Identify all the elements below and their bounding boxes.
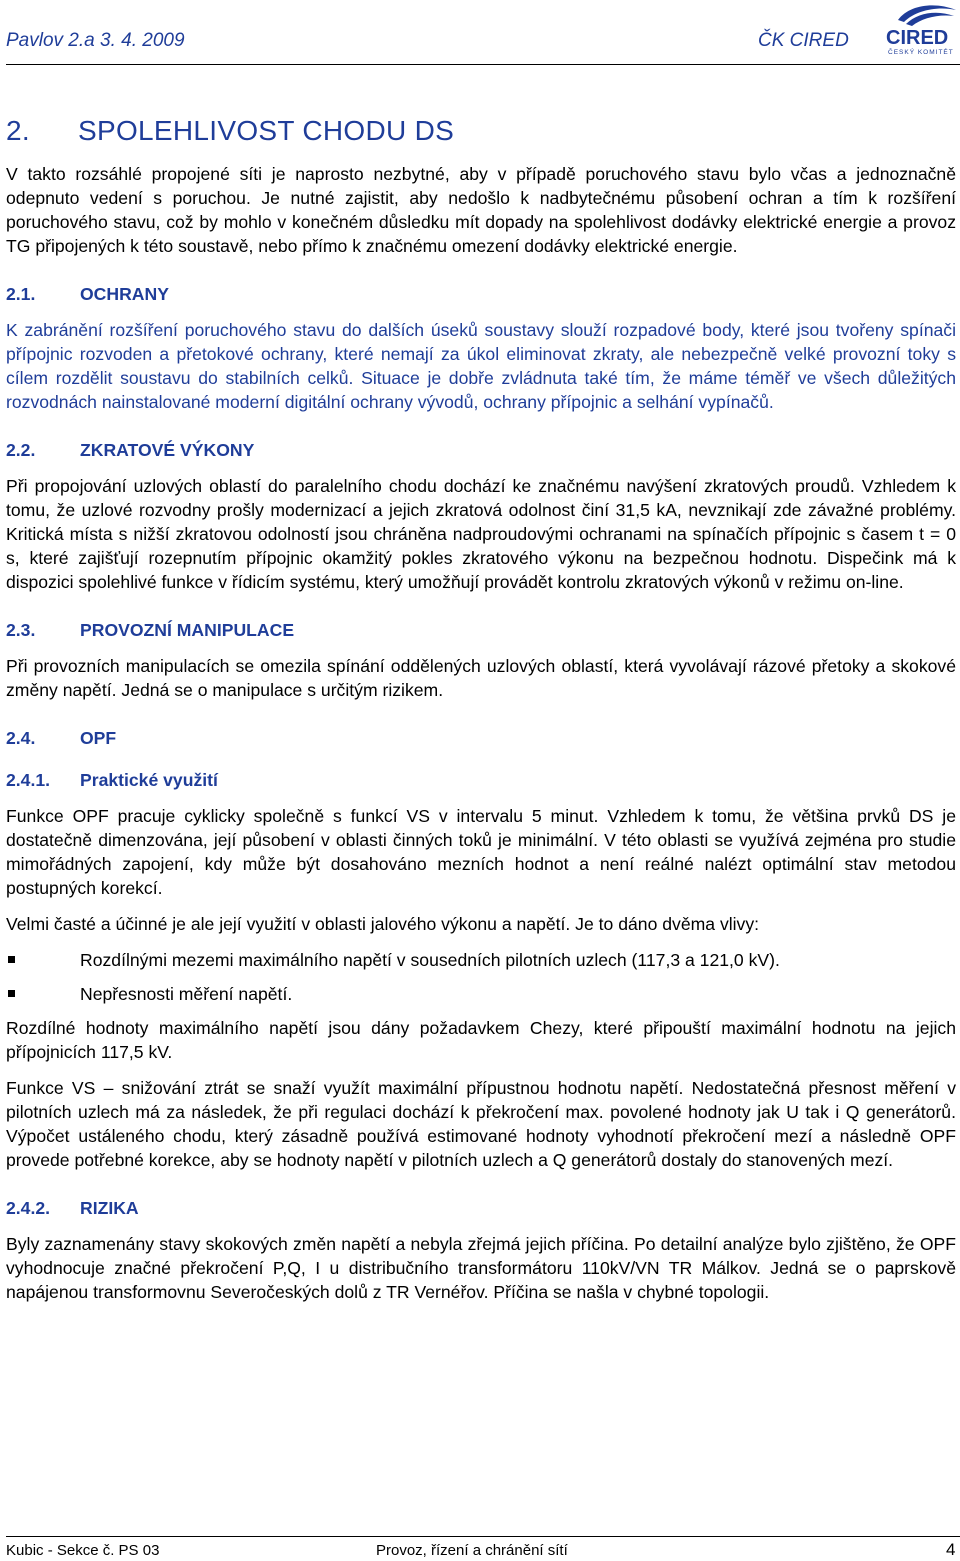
subsection-heading-rizika: 2.4.2. RIZIKA [6,1198,139,1218]
ochrany-text: K zabránění rozšíření poruchového stavu do dalších úseků soustavy slouží rozpadové body, které jsou tvořeny spínači přípojnic rozvoden a přetokové ochrany, které nemají za úkol eliminovat zkraty, ale nebezpečně velké provozní toky s cílem rozdělit soustavu do stabilních celků. Situace je dobře zvládnuta také tím, že máme téměř ve všech důležitých rozvodnách nainstalované moderní digitální ochrany vývodů, ochrany přípojnic a selhání vypínačů. [6,320,956,412]
header-rule [6,64,960,65]
subsection-heading-zkratove-vykony: 2.2. ZKRATOVÉ VÝKONY [6,440,255,460]
header-organization: ČK CIRED [758,30,849,51]
subsection-heading-opf: 2.4. OPF [6,728,117,748]
subsection-heading-prakticke-vyuziti: 2.4.1. Praktické využití [6,770,218,790]
section-intro: V takto rozsáhlé propojené síti je naprosto nezbytné, aby v případě poruchového stavu bylo včas a jednoznačně odepnuto vedení s poruchou. Je nutné zajistit, aby nedošlo k nadbytečnému působení ochran a tím k rozšíření poruchového stavu, což by mohlo v konečném důsledku mít dopady na spolehlivost dodávky elektrické energie a provoz TG připojených k této soustavě, nebo přímo k značnému omezení dodávky elektrické energie. [6,164,956,256]
subsection-heading-provozni-manipulace: 2.3. PROVOZNÍ MANIPULACE [6,620,295,640]
rizika-text: Byly zaznamenány stavy skokových změn napětí a nebyla zřejmá jejich příčina. Po detailní analýze bylo zjištěno, že OPF vyhodnocuje značné překročení P,Q, I u distribučního transformátoru 110kV/VN TR Málkov. Jedná se o paprskově napájenou transformovnu Severočeských dolů z TR Vernéřov. Příčina se našla v chybné topologii. [6,1234,956,1302]
list-item: Rozdílnými mezemi maximálního napětí v sousedních pilotních uzlech (117,3 a 121,0 kV). [6,948,956,972]
prakticke-vyuziti-p2: Velmi časté a účinné je ale její využití v oblasti jalového výkonu a napětí. Je to dáno dvěma vlivy: [6,914,760,934]
provozni-manipulace-text: Při provozních manipulacích se omezila spínání oddělených uzlových oblastí, která vyvolávají rázové přetoky a skokové změny napětí. Jedná se o manipulace s určitým rizikem. [6,656,956,700]
prakticke-vyuziti-p4: Funkce VS – snižování ztrát se snaží využít maximální přípustnou hodnotu napětí. Nedostatečná přesnost měření v pilotních uzlech má za následek, že při regulaci dochází k překročení max. povolené hodnoty jak U tak i Q generátorů. Výpočet ustáleného chodu, který zásadně používá estimované hodnoty vyhodnotí překročení mezí a následně OPF provede potřebné korekce, aby se hodnoty napětí v pilotních uzlech a Q generátorů dostaly do stanovených mezí. [6,1078,956,1170]
footer-rule [6,1536,960,1537]
subsection-heading-ochrany: 2.1. OCHRANY [6,284,169,304]
svg-text:CIRED: CIRED [886,27,949,49]
section-heading: 2. SPOLEHLIVOST CHODU DS [6,115,455,146]
footer-author: Kubic - Sekce č. PS 03 [6,1542,160,1559]
document-body [6,112,956,1304]
svg-text:ČESKÝ KOMITÉT: ČESKÝ KOMITÉT [888,49,954,56]
square-bullet-icon [8,990,15,997]
prakticke-vyuziti-p1: Funkce OPF pracuje cyklicky společně s funkcí VS v intervalu 5 minut. Vzhledem k tomu, že většina prvků DS je dostatečně dimenzována, její působení v oblasti činných toků je minimální. V této oblasti se využívá zejména pro studie mimořádných zapojení, kdy může být dosahováno mezních hodnot a není reálné nalézt optimální stav metodou postupných korekcí. [6,806,956,898]
page-number: 4 [946,1540,956,1559]
page-header [6,0,956,66]
influence-list [6,948,956,1006]
square-bullet-icon [8,956,15,963]
list-item: Nepřesnosti měření napětí. [6,982,956,1006]
header-event-date: Pavlov 2.a 3. 4. 2009 [6,30,185,51]
prakticke-vyuziti-p3: Rozdílné hodnoty maximálního napětí jsou dány požadavkem Chezy, které připouští maximální hodnotu na jejich přípojnicích 117,5 kV. [6,1018,956,1062]
cired-logo [876,0,960,56]
footer-section-title: Provoz, řízení a chránění sítí [376,1542,568,1559]
zkratove-vykony-text: Při propojování uzlových oblastí do paralelního chodu dochází ke značnému navýšení zkratových proudů. Vzhledem k tomu, že uzlové rozvodny prošly modernizací a jejich zkratová odolnost činí 31,5 kA, nevznikají zde závažné problémy. Kritická místa s nižší zkratovou odolností jsou chráněna nadproudovými ochranami na spínačích přípojnic s časem t = 0 s, které zajišťují rozepnutím přípojnic okamžitý pokles zkratového výkonu na bezpečnou hodnotu. Dispečink má k dispozici spolehlivé funkce v řídicím systému, který umožňují provádět kontrolu zkratových výkonů v režimu on-line. [6,476,956,592]
